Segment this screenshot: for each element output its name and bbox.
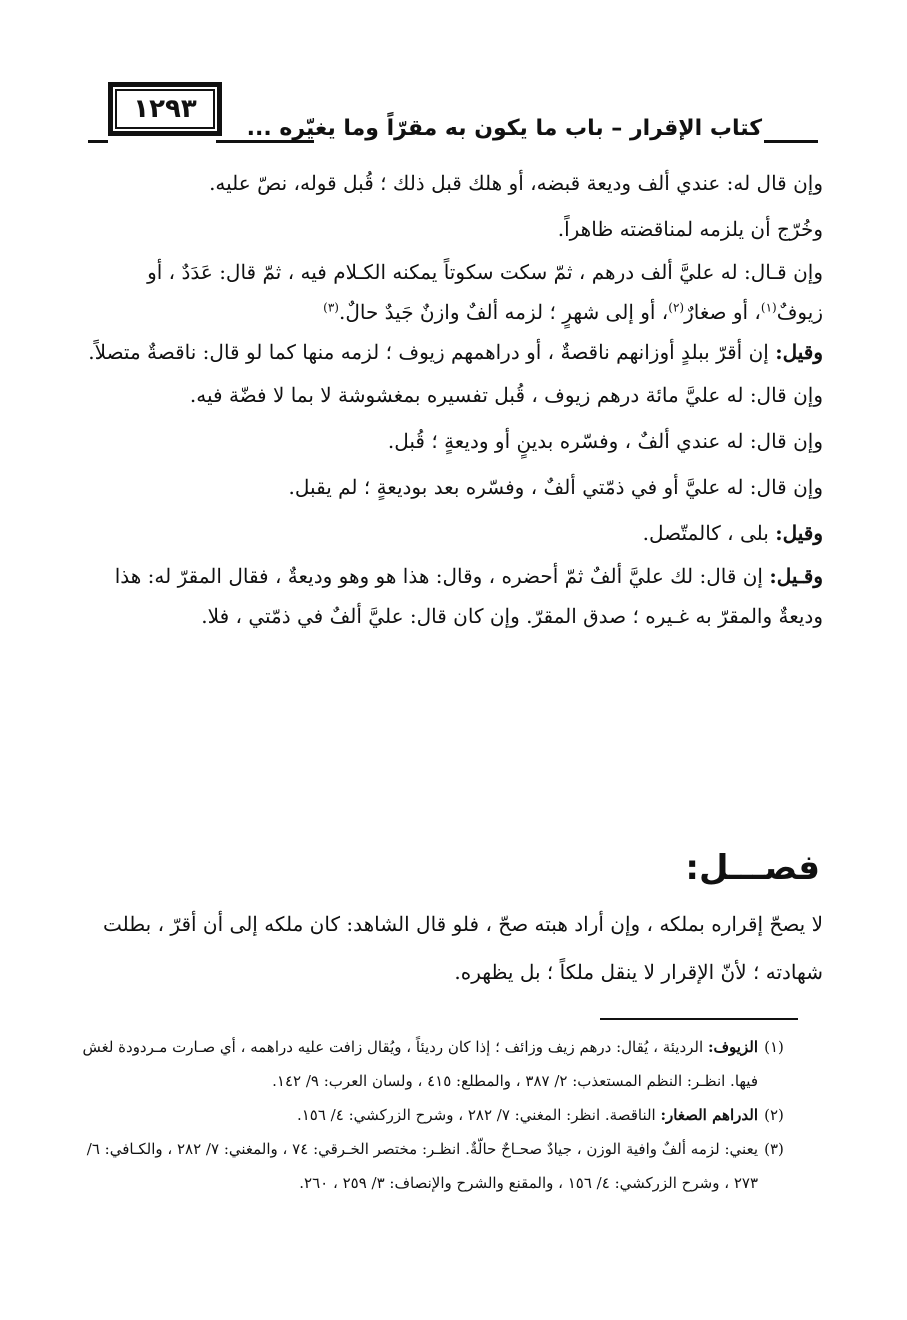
footnote-number: (١): [764, 1038, 784, 1056]
paragraph-text: وإن قـال: له عليَّ ألف درهم ، ثمّ سكت سكوتاً يمكنه الكـلام فيه ، ثمّ قال: عَدَدٌ ، أو زيوفٌ: [147, 260, 823, 324]
section-heading: فصـــل:: [685, 848, 820, 888]
footnotes: [60, 1030, 790, 1200]
footnote: [60, 1132, 790, 1200]
paragraph-text: ، أو إلى شهرٍ ؛ لزمه ألفٌ وازنٌ جَيدٌ حالٌ.: [338, 300, 669, 324]
paragraph-text: وإن قال له: عندي ألف وديعة قبضه، أو هلك قبل ذلك ؛ قُبل قوله، نصّ عليه.: [209, 171, 823, 195]
paragraph-lead: وقيل:: [775, 521, 823, 545]
paragraph: [88, 510, 823, 556]
footnote-marker: (٢): [668, 300, 685, 315]
paragraph: [88, 556, 823, 636]
paragraph: [88, 372, 823, 418]
footnote-lead: الدراهم الصغار:: [660, 1106, 758, 1124]
footnote: [60, 1030, 790, 1098]
footnote-text: [60, 1030, 758, 1098]
page-number: ١٢٩٣: [133, 94, 197, 124]
footnote-number: (٢): [764, 1106, 784, 1124]
running-header-title: كتاب الإقرار – باب ما يكون به مقرّاً وما يغيّره ...: [246, 116, 762, 141]
paragraph-text: إن قال: لك عليَّ ألفٌ ثمّ أحضره ، وقال: هذا هو وهو وديعةٌ ، فقال المقرّ له: هذا وديعةٌ والمقرّ به غـيره ؛ صدق المقرّ. وإن كان قال: عليَّ ألفٌ في ذمّتي ، فلا.: [114, 564, 823, 628]
paragraph-text: إن أقرّ ببلدٍ أوزانهم ناقصةٌ ، أو دراهمهم زيوف ؛ لزمه منها كما لو قال: ناقصةٌ متصلاً.: [88, 340, 769, 364]
paragraph: [88, 332, 823, 372]
main-text: [88, 160, 823, 636]
footnote-number: (٣): [764, 1140, 784, 1158]
paragraph: [88, 418, 823, 464]
paragraph-lead: وقـيل:: [769, 564, 823, 588]
paragraph-text: وإن قال: له عندي ألفٌ ، وفسّره بدينٍ أو وديعةٍ ؛ قُبل.: [387, 429, 823, 453]
paragraph: [88, 464, 823, 510]
paragraph: [88, 252, 823, 332]
footnote-body: الناقصة. انظر: المغني: ٧/ ٢٨٢ ، وشرح الزركشي: ٤/ ١٥٦.: [296, 1106, 656, 1124]
paragraph: [88, 206, 823, 252]
footnote: [60, 1098, 790, 1132]
paragraph: [88, 160, 823, 206]
footnote-separator: [600, 1018, 798, 1020]
footnote-text: [60, 1098, 758, 1132]
footnote-lead: الزيوف:: [707, 1038, 758, 1056]
footnote-body: الرديئة ، يُقال: درهم زيف وزائف ؛ إذا كان رديئاً ، ويُقال زافت عليه دراهمه ، أي صـارت مـردودة لغش فيها. انظـر: النظم المستعذب: ٢/ ٣٨٧ ، والمطلع: ٤١٥ ، ولسان العرب: ٩/ ١٤٢.: [82, 1038, 758, 1090]
paragraph-text: وإن قال: له عليَّ أو في ذمّتي ألفٌ ، وفسّره بعد بوديعةٍ ؛ لم يقبل.: [288, 475, 823, 499]
running-header: [88, 118, 818, 152]
paragraph-text: وخُرّج أن يلزمه لمناقضته ظاهراً.: [557, 217, 823, 241]
header-rule: [88, 140, 108, 143]
paragraph-text: وإن قال: له عليَّ مائة درهم زيوف ، قُبل تفسيره بمغشوشة لا بما لا فضّة فيه.: [189, 383, 823, 407]
footnote-text: [60, 1132, 758, 1200]
header-rule: [764, 140, 818, 143]
paragraph-text: ، أو صغارٌ: [684, 300, 761, 324]
paragraph-lead: وقيل:: [775, 340, 823, 364]
footnote-body: يعني: لزمه ألفٌ وافية الوزن ، جيادٌ صحـاحٌ حالّةٌ. انظـر: مختصر الخـرقي: ٧٤ ، والمغني: ٧/ ٢٨٢ ، والكـافي: ٦/ ٢٧٣ ، وشرح الزركشي: ٤/ ١٥٦ ، والمقنع والشرح والإنصاف: ٣/ ٢٥٩ ، ٢٦٠.: [86, 1140, 758, 1192]
paragraph-text: بلى ، كالمتّصل.: [642, 521, 769, 545]
section-text: لا يصحّ إقراره بملكه ، وإن أراد هبته صحّ ، فلو قال الشاهد: كان ملكه إلى أن أقرّ ، بطلت شهادته ؛ لأنّ الإقرار لا ينقل ملكاً ؛ بل يظهره.: [103, 912, 823, 984]
footnote-marker: (١): [760, 300, 777, 315]
footnote-marker: (٣): [323, 300, 339, 315]
